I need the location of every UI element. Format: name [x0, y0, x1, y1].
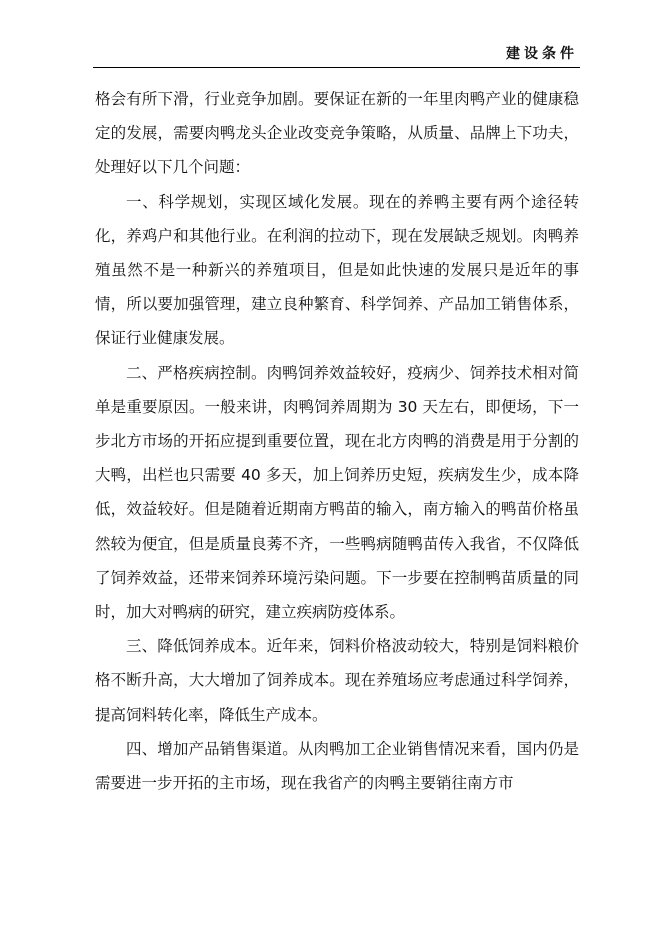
header-divider — [93, 67, 580, 68]
paragraph-disease-control: 二、严格疾病控制。肉鸭饲养效益较好，疫病少、饲养技术相对简单是重要原因。一般来讲，肉鸭饲养周期为 30 天左右，即便场，下一步北方市场的开拓应提到重要位置，现在北方肉鸭的消费是用于分割的大鸭，出栏也只需要 40 多天，加上饲养历史短，疾病发生少，成本降低，效益较好。但是随着近期南方鸭苗的输入，南方输入的鸭苗价格虽然较为便宜，但是质量良莠不齐，一些鸭病随鸭苗传入我省，不仅降低了饲养效益，还带来饲养环境污染问题。下一步要在控制鸭苗质量的同时，加大对鸭病的研究，建立疾病防疫体系。 — [95, 363, 579, 622]
document-body — [95, 82, 579, 800]
page-header-title: 建设条件 — [506, 46, 578, 62]
paragraph-planning: 一、科学规划，实现区域化发展。现在的养鸭主要有两个途径转化，养鸡户和其他行业。在利润的拉动下，现在发展缺乏规划。肉鸭养殖虽然不是一种新兴的养殖项目，但是如此快速的发展只是近年的事情，所以要加强管理，建立良种繁育、科学饲养、产品加工销售体系，保证行业健康发展。 — [95, 192, 579, 348]
paragraph-intro-continued: 格会有所下滑，行业竞争加剧。要保证在新的一年里肉鸭产业的健康稳定的发展，需要肉鸭龙头企业改变竞争策略，从质量、品牌上下功夫，处理好以下几个问题： — [95, 90, 579, 177]
paragraph-feed-cost: 三、降低饲养成本。近年来，饲料价格波动较大，特别是饲料粮价格不断升高，大大增加了饲养成本。现在养殖场应考虑通过科学饲养，提高饲料转化率，降低生产成本。 — [95, 637, 579, 724]
paragraph-sales-channels: 四、增加产品销售渠道。从肉鸭加工企业销售情况来看，国内仍是需要进一步开拓的主市场，现在我省产的肉鸭主要销往南方市 — [95, 739, 579, 793]
